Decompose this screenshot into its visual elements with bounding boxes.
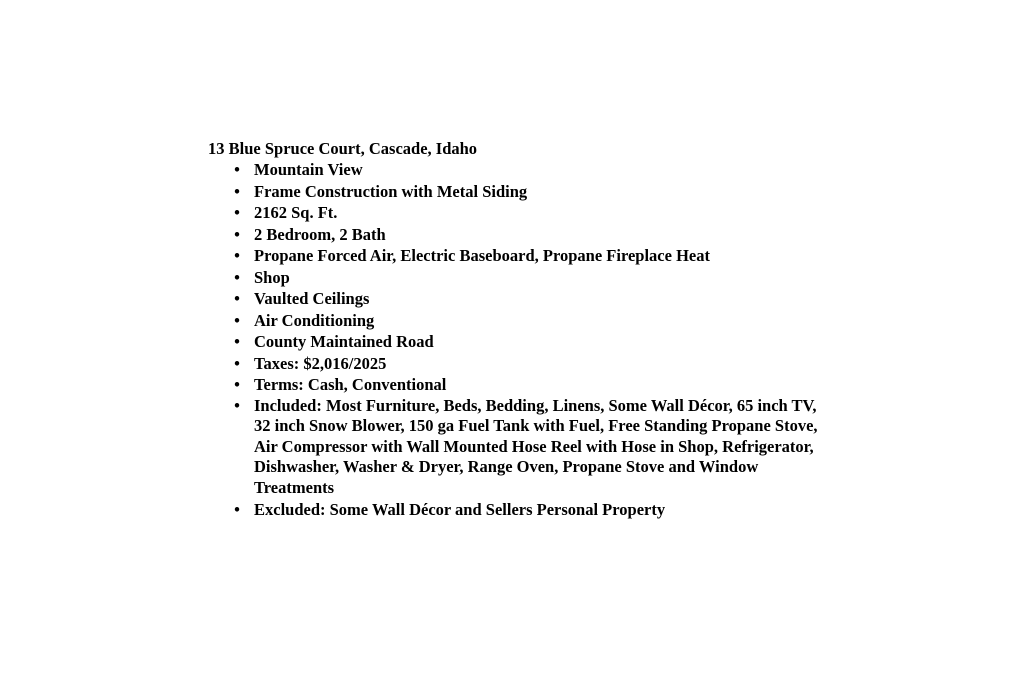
feature-text: Terms: Cash, Conventional bbox=[254, 375, 447, 394]
bullet-icon: • bbox=[234, 500, 240, 519]
feature-text: Vaulted Ceilings bbox=[254, 289, 370, 308]
listing-address: 13 Blue Spruce Court, Cascade, Idaho bbox=[208, 139, 478, 158]
feature-item-shop bbox=[234, 267, 818, 289]
feature-text: 2 Bedroom, 2 Bath bbox=[254, 224, 386, 244]
feature-item-excluded bbox=[234, 499, 818, 521]
bullet-icon: • bbox=[234, 375, 240, 394]
feature-text: Excluded: Some Wall Décor and Sellers Personal Property bbox=[254, 500, 666, 519]
feature-text: Included: Most Furniture, Beds, Bedding, Linens, Some Wall Décor, 65 inch TV, 32 inch Snow Blower, 150 ga Fuel Tank with Fuel, Free Standing Propane Stove, Air Compressor with Wall Mounted Hose Reel with Hose in Shop, Refrigerator, Dishwasher, Washer & Dryer, Range Oven, Propane Stove and Window Treatments bbox=[254, 395, 818, 497]
feature-item-construction bbox=[234, 181, 818, 203]
bullet-icon: • bbox=[234, 332, 240, 351]
feature-text: Shop bbox=[254, 267, 290, 287]
feature-item-road bbox=[234, 331, 818, 353]
feature-text: 2162 Sq. Ft. bbox=[254, 203, 338, 222]
feature-text: Air Conditioning bbox=[254, 310, 375, 330]
bullet-icon: • bbox=[234, 246, 240, 265]
bullet-icon: • bbox=[234, 224, 240, 244]
bullet-icon: • bbox=[234, 395, 240, 415]
feature-text: Propane Forced Air, Electric Baseboard, Propane Fireplace Heat bbox=[254, 246, 710, 265]
feature-text: Frame Construction with Metal Siding bbox=[254, 181, 528, 201]
feature-item-included bbox=[234, 395, 818, 499]
bullet-icon: • bbox=[234, 289, 240, 308]
feature-item-mountain-view bbox=[234, 159, 818, 181]
bullet-icon: • bbox=[234, 203, 240, 222]
feature-item-heat bbox=[234, 245, 818, 267]
feature-text: County Maintained Road bbox=[254, 332, 434, 351]
feature-item-square-feet bbox=[234, 202, 818, 224]
feature-text: Mountain View bbox=[254, 160, 363, 179]
bullet-icon: • bbox=[234, 353, 240, 373]
feature-item-bed-bath bbox=[234, 224, 818, 246]
feature-item-ceilings bbox=[234, 288, 818, 310]
bullet-icon: • bbox=[234, 310, 240, 330]
feature-list bbox=[208, 159, 818, 521]
bullet-icon: • bbox=[234, 181, 240, 201]
feature-text: Taxes: $2,016/2025 bbox=[254, 353, 387, 373]
bullet-icon: • bbox=[234, 160, 240, 179]
feature-item-taxes bbox=[234, 353, 818, 375]
feature-item-air-conditioning bbox=[234, 310, 818, 332]
feature-item-terms bbox=[234, 374, 818, 396]
bullet-icon: • bbox=[234, 267, 240, 287]
listing-document bbox=[208, 138, 818, 521]
